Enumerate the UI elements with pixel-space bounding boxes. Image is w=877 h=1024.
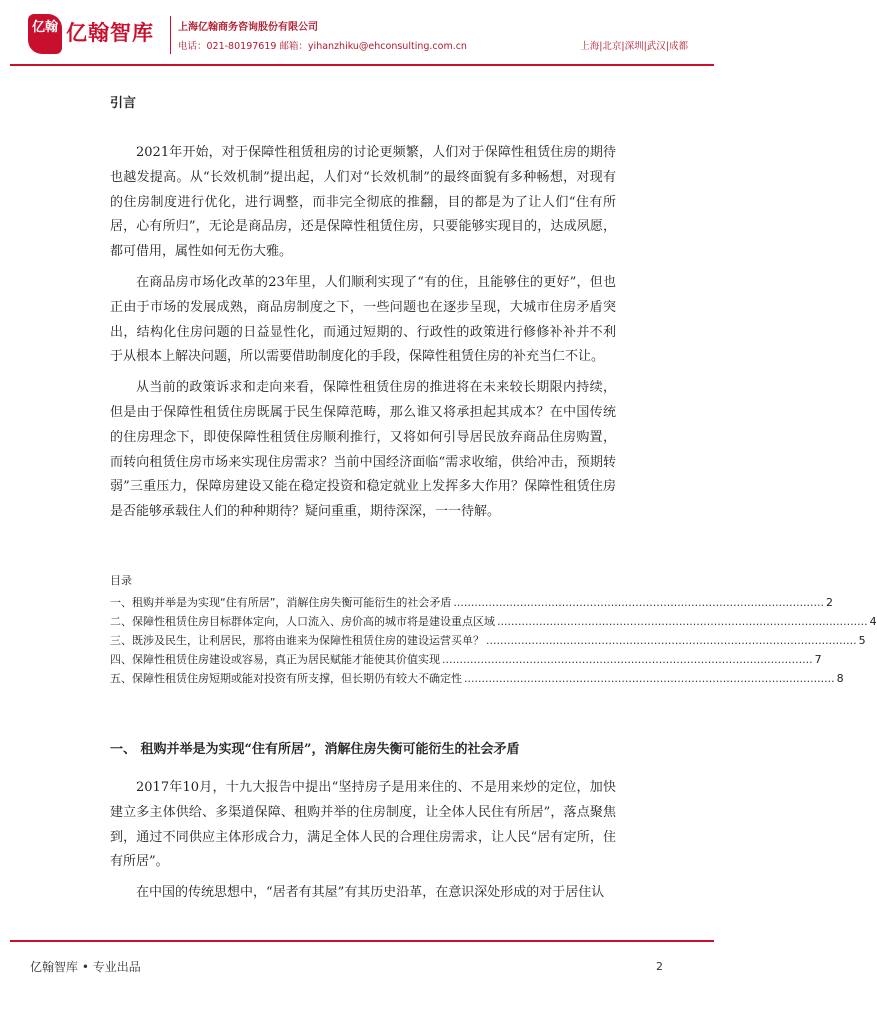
toc-entry-text: 四、保障性租赁住房建设或容易，真正为居民赋能才能使其价值实现: [110, 653, 440, 666]
page-number: 2: [656, 960, 663, 973]
toc-entry-text: 五、保障性租赁住房短期或能对投资有所支撑，但长期仍有较大不确定性: [110, 672, 462, 685]
intro-paragraph: 从当前的政策诉求和走向来看，保障性租赁住房的推进将在未来较长期限内持续，但是由于保障性租赁住房既属于民生保障范畴，那么谁又将承担起其成本？在中国传统的住房理念下，即使保障性租赁住房顺利推行，又将如何引导居民放弃商品住房购置，而转向租赁住房市场来实现住房需求？当前中国经济面临“需求收缩，供给冲击，预期转弱”三重压力，保障房建设又能在稳定投资和稳定就业上发挥多大作用？保障性租赁住房是否能够承载住人们的种种期待？疑问重重，期待深深，一一待解。: [110, 380, 616, 520]
toc-entry-text: 二、保障性租赁住房目标群体定向，人口流入、房价高的城市将是建设重点区域: [110, 615, 495, 628]
toc-leader: ..........................................................................................................: [486, 634, 857, 647]
toc-leader: ..........................................................................................................: [497, 615, 868, 628]
toc-entry-page: 5: [858, 634, 866, 647]
intro-section: [110, 92, 616, 525]
section-title: 一、 租购并举是为实现“住有所居”，消解住房失衡可能衍生的社会矛盾: [110, 742, 520, 757]
toc-entry[interactable]: [110, 650, 822, 669]
toc-entry-page: 4: [869, 615, 877, 628]
table-of-contents: [110, 572, 877, 688]
contact-info: 电话：021-80197619 邮箱：yihanzhiku@ehconsulting.com.cn: [178, 41, 467, 52]
office-cities: 上海|北京|深圳|武汉|成都: [580, 41, 688, 52]
toc-entry-page: 7: [814, 653, 822, 666]
toc-leader: ..........................................................................................................: [442, 653, 813, 666]
footer-rule: [10, 940, 714, 942]
toc-title: 目录: [110, 574, 132, 587]
intro-heading: 引言: [110, 96, 137, 111]
toc-entry-page: 2: [826, 596, 834, 609]
section-body: [110, 776, 616, 906]
toc-entry[interactable]: [110, 631, 866, 650]
toc-leader: ..........................................................................................................: [453, 596, 825, 609]
section-paragraph: 2017年10月，十九大报告中提出“坚持房子是用来住的、不是用来炒的定位，加快建立多主体供给、多渠道保障、租购并举的住房制度，让全体人民住有所居”，落点聚焦到，通过不同供应主体形成合力，满足全体人民的合理住房需求，让人民“居有定所，住有所居”。: [110, 780, 616, 870]
toc-entry[interactable]: [110, 612, 877, 631]
company-name: 上海亿翰商务咨询股份有限公司: [178, 22, 318, 33]
header-rule: [10, 64, 714, 66]
footer-brand: 亿翰智库 • 专业出品: [30, 960, 141, 974]
toc-entry-page: 8: [836, 672, 844, 685]
toc-entry-text: 一、租购并举是为实现“住有所居”，消解住房失衡可能衍生的社会矛盾: [110, 596, 452, 609]
page-header: [0, 0, 724, 72]
toc-entry-text: 三、既涉及民生，让利居民，那将由谁来为保障性租赁住房的建设运营买单？: [110, 634, 484, 647]
logo-icon: 亿翰: [28, 14, 62, 54]
header-divider: [170, 16, 171, 54]
toc-entry[interactable]: [110, 669, 844, 688]
section-paragraph: 在中国的传统思想中，“居者有其屋”有其历史沿革，在意识深处形成的对于居住认: [136, 885, 605, 901]
intro-paragraph: 在商品房市场化改革的23年里，人们顺利实现了“有的住，且能够住的更好”，但也正由于市场的发展成熟，商品房制度之下，一些问题也在逐步呈现，大城市住房矛盾突出，结构化住房问题的日益显性化，而通过短期的、行政性的政策进行修修补补并不利于从根本上解决问题，所以需要借助制度化的手段，保障性租赁住房的补充当仁不让。: [110, 274, 616, 365]
toc-leader: ..........................................................................................................: [464, 672, 835, 685]
logo-text: 亿翰智库: [66, 21, 154, 45]
toc-entry[interactable]: [110, 593, 834, 612]
intro-paragraph: 2021年开始，对于保障性租赁租房的讨论更频繁，人们对于保障性租赁住房的期待也越发提高。从“长效机制”提出起，人们对“长效机制”的最终面貌有多种畅想，对现有的住房制度进行优化，进行调整，而非完全彻底的推翻，目的都是为了让人们“住有所居，心有所归”，无论是商品房，还是保障性租赁住房，只要能够实现目的，达成夙愿，都可借用，属性如何无伤大雅。: [110, 145, 616, 260]
